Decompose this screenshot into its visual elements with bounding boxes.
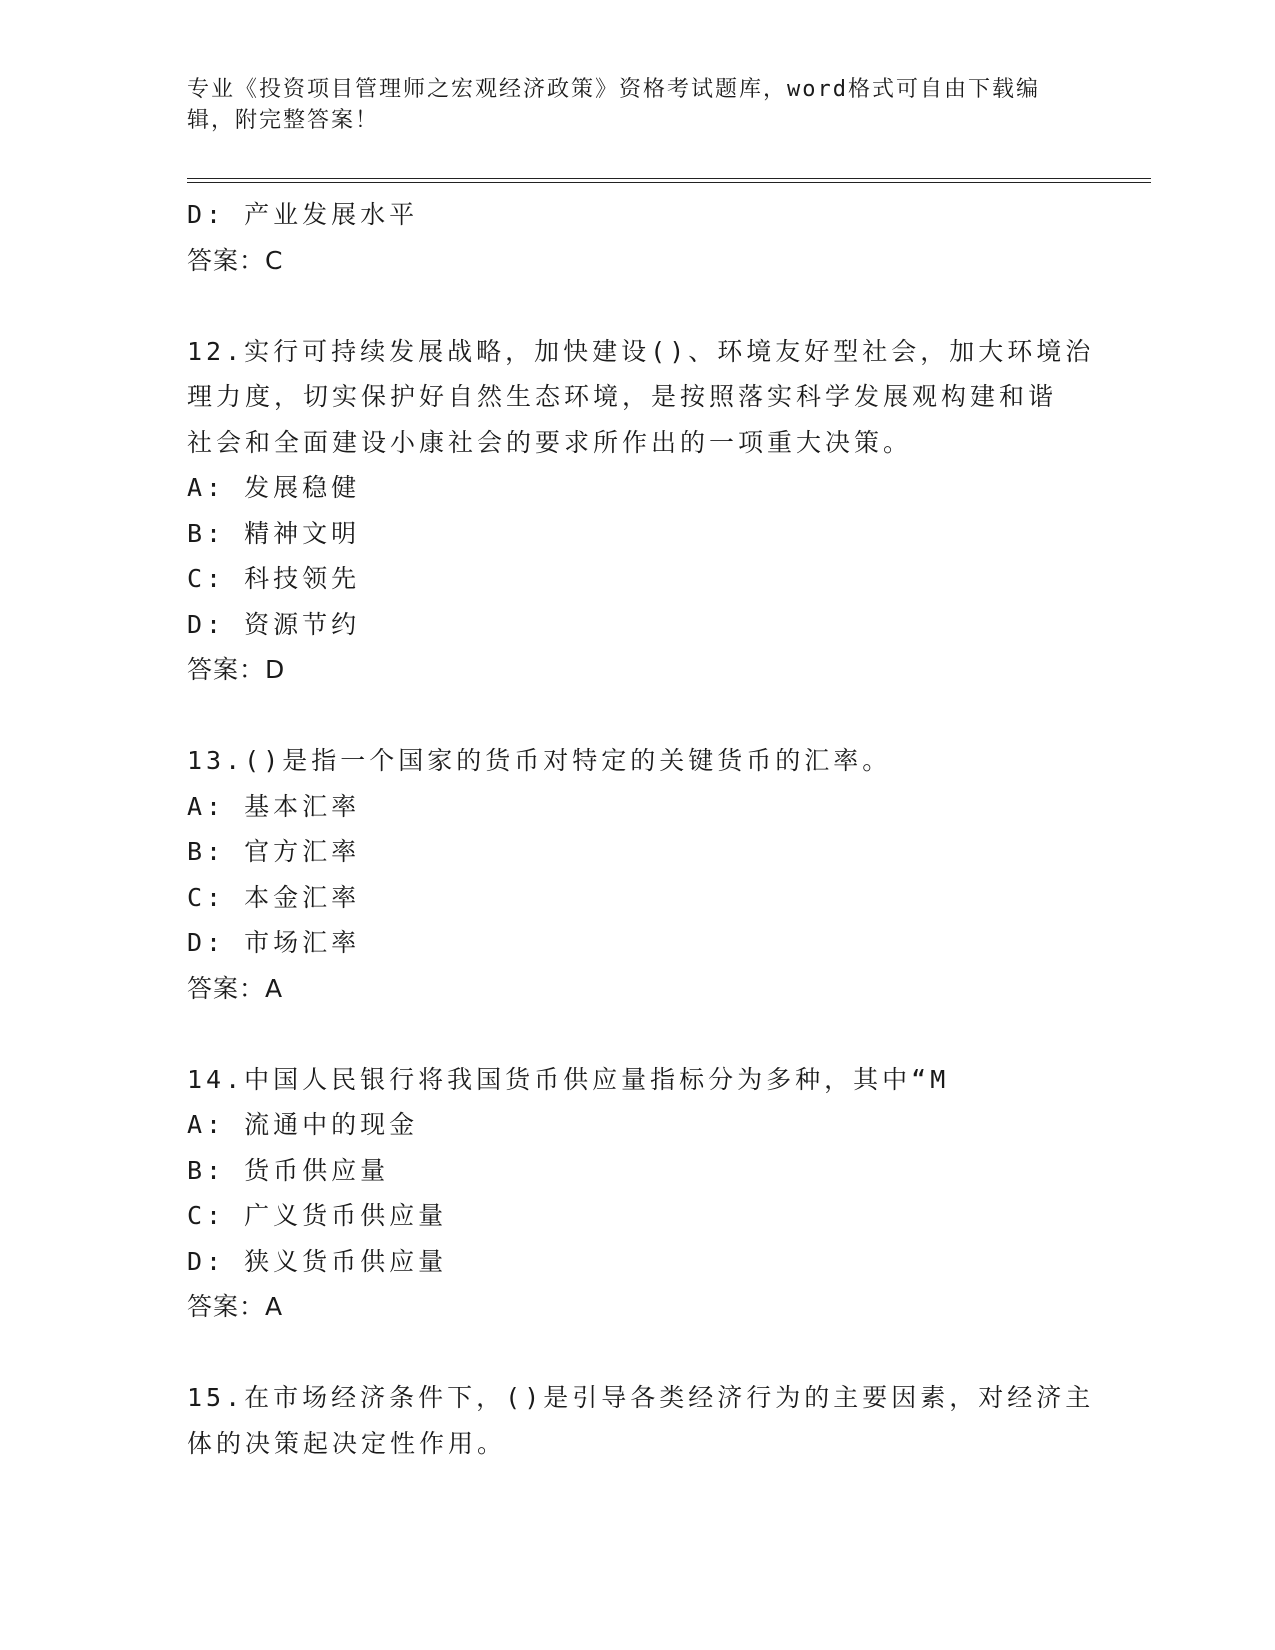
question-text-line: 14.中国人民银行将我国货币供应量指标分为多种，其中“M	[187, 1064, 950, 1094]
answer: 答案：A	[187, 1292, 284, 1321]
question-13	[187, 738, 1087, 1011]
question-text-line: 12.实行可持续发展战略，加快建设()、环境友好型社会，加大环境治	[187, 336, 1095, 366]
option-a: A: 发展稳健	[187, 473, 361, 502]
question-text-line: 13.()是指一个国家的货币对特定的关键货币的汇率。	[187, 746, 892, 775]
option-b: B: 精神文明	[187, 518, 361, 548]
question-text-line: 15.在市场经济条件下，()是引导各类经济行为的主要因素，对经济主	[187, 1383, 1095, 1412]
option-c: C: 科技领先	[187, 564, 361, 593]
header-divider-top	[187, 178, 1151, 179]
question-list	[187, 192, 1095, 1466]
option-a: A: 流通中的现金	[187, 1110, 419, 1139]
option-b: B: 官方汇率	[187, 837, 361, 866]
question-text-line: 理力度，切实保护好自然生态环境，是按照落实科学发展观构建和谐	[187, 382, 1058, 411]
previous-question-tail	[187, 192, 1087, 283]
option-c: C: 本金汇率	[187, 882, 361, 912]
question-15	[187, 1375, 1095, 1466]
question-text-line: 体的决策起决定性作用。	[187, 1428, 507, 1458]
header-divider-bottom	[187, 182, 1151, 183]
document-header	[187, 74, 1067, 136]
answer: 答案：D	[187, 655, 286, 684]
option-d: D: 资源节约	[187, 609, 361, 639]
option-d: D: 市场汇率	[187, 928, 361, 957]
option-a: A: 基本汇率	[187, 791, 361, 821]
question-text-line: 社会和全面建设小康社会的要求所作出的一项重大决策。	[187, 427, 913, 457]
header-line-2: 辑，附完整答案！	[187, 108, 380, 133]
question-14	[187, 1057, 1087, 1330]
header-line-1: 专业《投资项目管理师之宏观经济政策》资格考试题库，word格式可自由下载编	[187, 77, 1040, 102]
option-d: D: 产业发展水平	[187, 200, 419, 229]
option-d: D: 狭义货币供应量	[187, 1246, 448, 1276]
option-c: C: 广义货币供应量	[187, 1201, 448, 1230]
answer: 答案：C	[187, 245, 284, 275]
answer: 答案：A	[187, 973, 284, 1003]
option-b: B: 货币供应量	[187, 1155, 390, 1185]
question-12	[187, 329, 1095, 693]
